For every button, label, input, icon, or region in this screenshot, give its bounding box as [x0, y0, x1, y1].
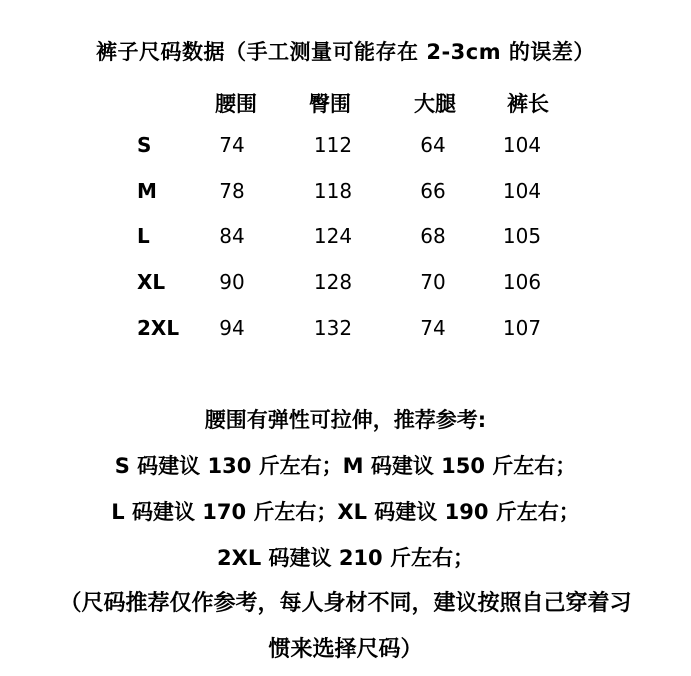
hip-value: 112	[313, 133, 353, 157]
disclaimer-text: 惯来选择尺码）	[268, 637, 423, 662]
hip-value: 118	[313, 179, 353, 203]
thigh-value: 74	[420, 316, 446, 340]
waist-value: 84	[219, 224, 245, 248]
column-header-length: 裤长	[507, 92, 549, 116]
size-label: L	[137, 224, 150, 248]
recommendation-line: 2XL 码建议 210 斤左右；	[217, 546, 474, 570]
thigh-value: 70	[420, 270, 446, 294]
recommendation-line: L 码建议 170 斤左右；XL 码建议 190 斤左右；	[111, 500, 580, 524]
length-value: 104	[502, 179, 542, 203]
size-label: 2XL	[137, 316, 180, 340]
size-label: M	[137, 179, 157, 203]
disclaimer-text: （尺码推荐仅作参考，每人身材不同，建议按照自己穿着习	[59, 591, 632, 616]
waist-value: 90	[219, 270, 245, 294]
hip-value: 132	[313, 316, 353, 340]
notes-heading: 腰围有弹性可拉伸，推荐参考:	[204, 408, 487, 432]
size-table	[0, 82, 691, 352]
size-label: S	[137, 133, 152, 157]
hip-value: 128	[313, 270, 353, 294]
column-header-thigh: 大腿	[414, 92, 456, 116]
thigh-value: 68	[420, 224, 446, 248]
thigh-value: 64	[420, 133, 446, 157]
waist-value: 94	[219, 316, 245, 340]
hip-value: 124	[313, 224, 353, 248]
waist-value: 78	[219, 179, 245, 203]
column-header-waist: 腰围	[215, 92, 257, 116]
size-recommendation-notes	[0, 400, 691, 676]
waist-value: 74	[219, 133, 245, 157]
page-title: 裤子尺码数据（手工测量可能存在 2-3cm 的误差）	[96, 40, 595, 64]
size-label: XL	[137, 270, 166, 294]
column-header-hip: 臀围	[309, 92, 351, 116]
length-value: 107	[502, 316, 542, 340]
recommendation-line: S 码建议 130 斤左右；M 码建议 150 斤左右；	[114, 454, 577, 478]
thigh-value: 66	[420, 179, 446, 203]
length-value: 105	[502, 224, 542, 248]
length-value: 104	[502, 133, 542, 157]
length-value: 106	[502, 270, 542, 294]
